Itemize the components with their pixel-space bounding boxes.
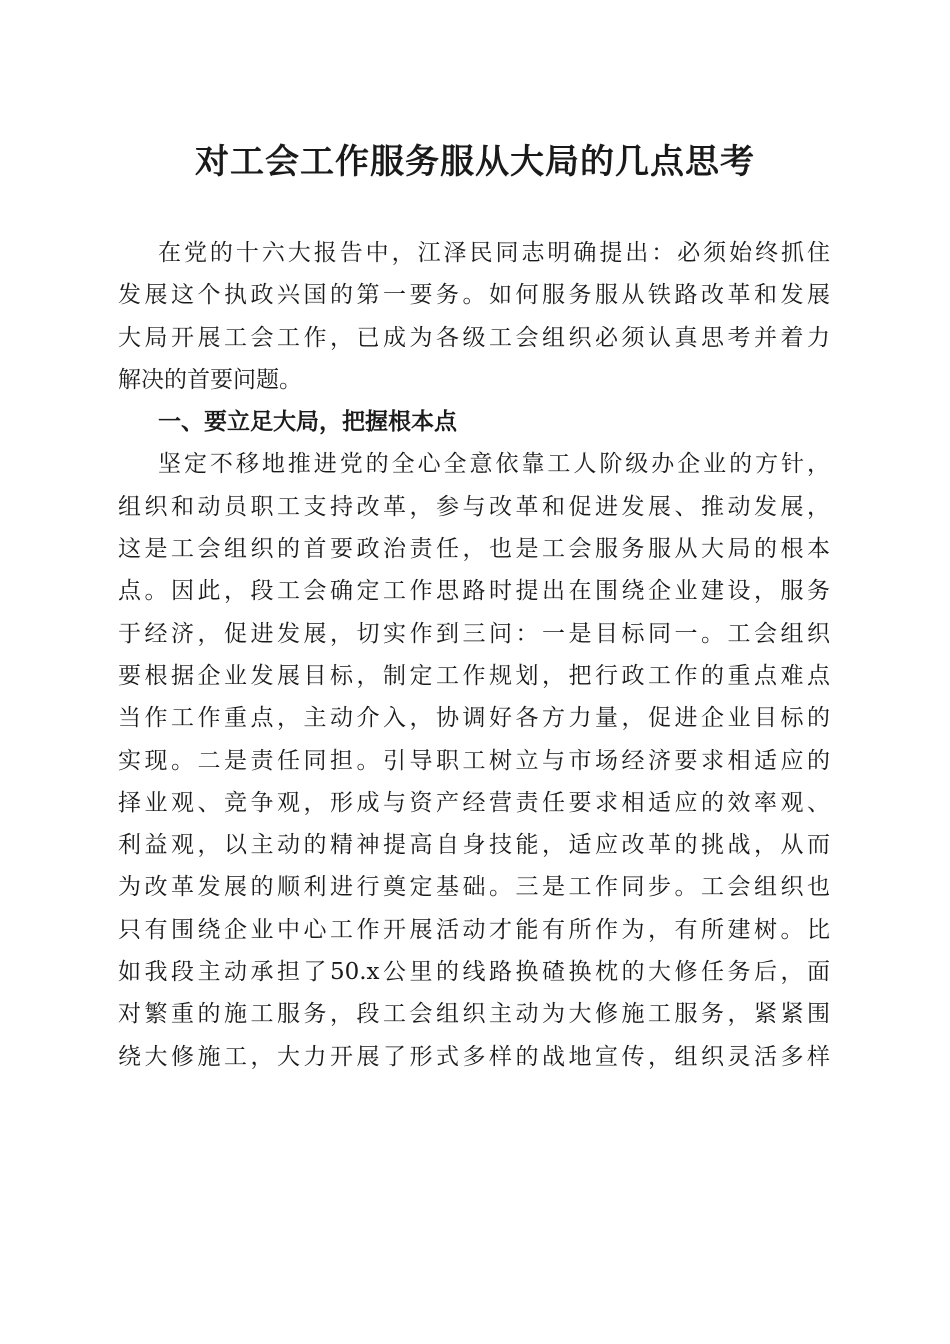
paragraph-line: 如我段主动承担了50.x公里的线路换碴换枕的大修任务后，面 <box>118 959 830 986</box>
paragraph-line: 绕大修施工，大力开展了形式多样的战地宣传，组织灵活多样 <box>118 1043 830 1070</box>
paragraph-1 <box>118 232 830 401</box>
paragraph-line: 点。因此，段工会确定工作思路时提出在围绕企业建设，服务 <box>118 578 830 605</box>
document-title: 对工会工作服务服从大局的几点思考 <box>195 142 755 182</box>
document-body <box>118 232 830 1078</box>
paragraph-line: 为改革发展的顺利进行奠定基础。三是工作同步。工会组织也 <box>118 874 830 901</box>
paragraph-line: 在党的十六大报告中，江泽民同志明确提出：必须始终抓住 <box>158 240 830 266</box>
paragraph-line: 组织和动员职工支持改革，参与改革和促进发展、推动发展， <box>118 493 830 520</box>
paragraph-line: 对繁重的施工服务，段工会组织主动为大修施工服务，紧紧围 <box>118 1001 830 1028</box>
paragraph-line: 要根据企业发展目标，制定工作规划，把行政工作的重点难点 <box>118 662 830 689</box>
paragraph-line: 只有围绕企业中心工作开展活动才能有所作为，有所建树。比 <box>118 916 830 943</box>
paragraph-line: 大局开展工会工作，已成为各级工会组织必须认真思考并着力 <box>118 324 830 351</box>
paragraph-line: 坚定不移地推进党的全心全意依靠工人阶级办企业的方针， <box>158 451 830 478</box>
section-heading: 一、要立足大局，把握根本点 <box>158 409 457 436</box>
paragraph-line: 这是工会组织的首要政治责任，也是工会服务服从大局的根本 <box>118 536 830 563</box>
paragraph-line: 实现。二是责任同担。引导职工树立与市场经济要求相适应的 <box>118 747 830 774</box>
paragraph-line: 当作工作重点，主动介入，协调好各方力量，促进企业目标的 <box>118 705 830 732</box>
paragraph-line: 发展这个执政兴国的第一要务。如何服务服从铁路改革和发展 <box>118 282 830 309</box>
paragraph-2 <box>118 443 830 1077</box>
paragraph-line: 于经济，促进发展，切实作到三问：一是目标同一。工会组织 <box>118 620 830 647</box>
paragraph-line: 择业观、竞争观，形成与资产经营责任要求相适应的效率观、 <box>118 789 830 816</box>
paragraph-line: 利益观，以主动的精神提高自身技能，适应改革的挑战，从而 <box>118 832 830 859</box>
paragraph-line: 解决的首要问题。 <box>118 366 302 393</box>
